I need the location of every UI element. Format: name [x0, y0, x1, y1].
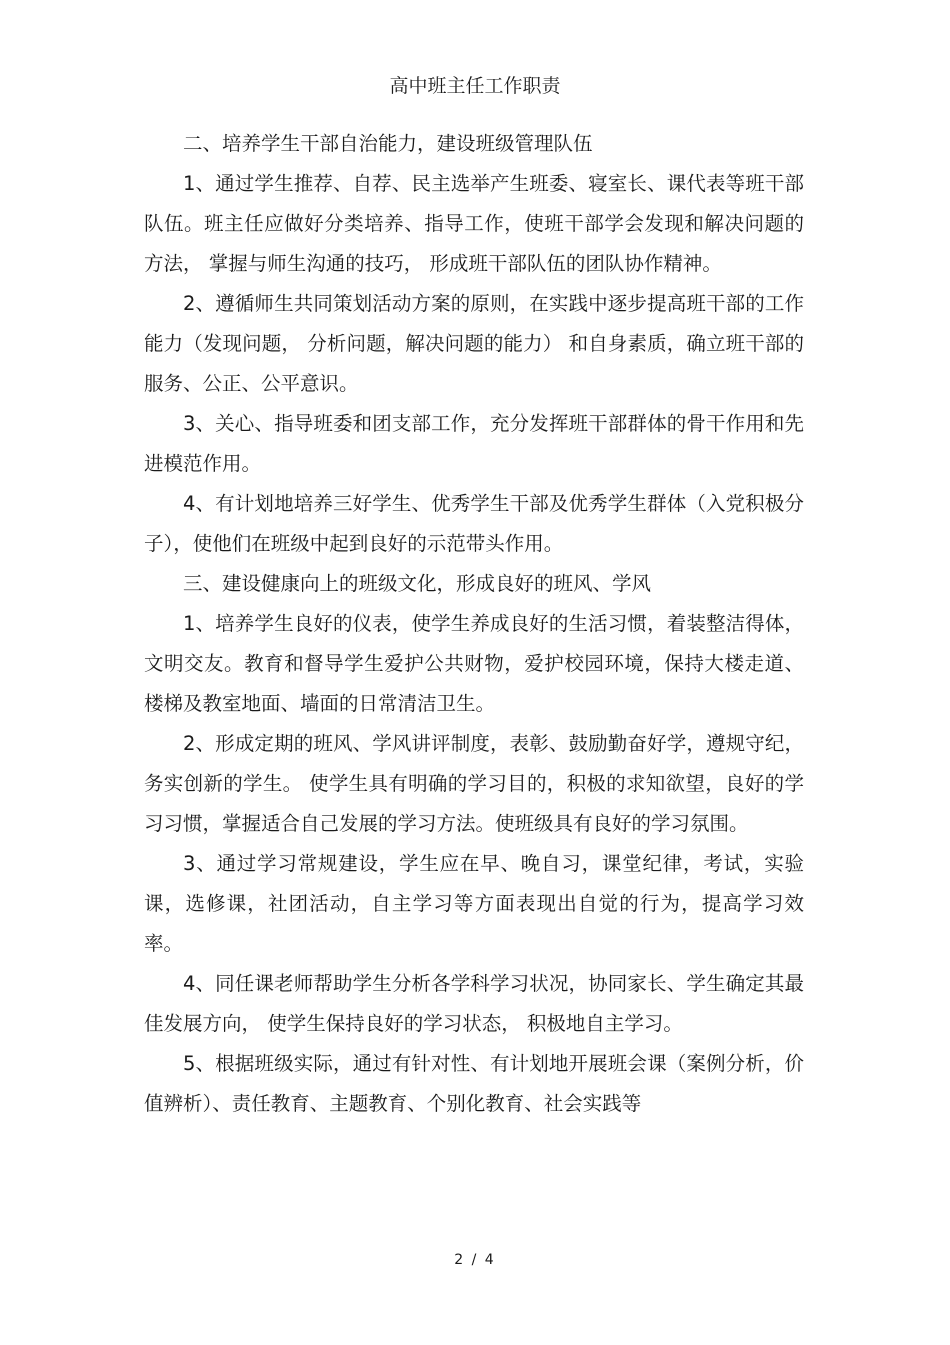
paragraph: 5、根据班级实际，通过有针对性、有计划地开展班会课（案例分析，价值辨析）、责任教育、主题教育、个别化教育、社会实践等: [144, 1052, 804, 1115]
page-number: 2 / 4: [454, 1252, 496, 1268]
section-heading-3: 三、建设健康向上的班级文化，形成良好的班风、学风: [183, 572, 652, 595]
paragraph: 3、关心、指导班委和团支部工作，充分发挥班干部群体的骨干作用和先进模范作用。: [144, 412, 804, 475]
document-title: 高中班主任工作职责: [389, 75, 561, 97]
document-body: [144, 124, 804, 1124]
paragraph: 4、有计划地培养三好学生、优秀学生干部及优秀学生群体（入党积极分子），使他们在班级中起到良好的示范带头作用。: [144, 492, 804, 555]
section-heading-2: 二、培养学生干部自治能力，建设班级管理队伍: [183, 132, 593, 155]
paragraph: 2、形成定期的班风、学风讲评制度，表彰、鼓励勤奋好学，遵规守纪，务实创新的学生。 使学生具有明确的学习目的，积极的求知欲望，良好的学习习惯，掌握适合自己发展的学习方法。使班级具有良好的学习氛围。: [144, 732, 804, 835]
paragraph: 3、通过学习常规建设，学生应在早、晚自习，课堂纪律，考试，实验课，选修课，社团活动，自主学习等方面表现出自觉的行为，提高学习效率。: [144, 852, 804, 955]
paragraph: 2、遵循师生共同策划活动方案的原则，在实践中逐步提高班干部的工作能力（发现问题， 分析问题，解决问题的能力） 和自身素质，确立班干部的服务、公正、公平意识。: [144, 292, 804, 395]
paragraph: 1、通过学生推荐、自荐、民主选举产生班委、寝室长、课代表等班干部队伍。班主任应做好分类培养、指导工作，使班干部学会发现和解决问题的方法， 掌握与师生沟通的技巧， 形成班干部队伍的团队协作精神。: [144, 172, 804, 275]
paragraph: 4、同任课老师帮助学生分析各学科学习状况，协同家长、学生确定其最佳发展方向， 使学生保持良好的学习状态， 积极地自主学习。: [144, 972, 804, 1035]
paragraph: 1、培养学生良好的仪表，使学生养成良好的生活习惯，着装整洁得体，文明交友。教育和督导学生爱护公共财物，爱护校园环境，保持大楼走道、楼梯及教室地面、墙面的日常清洁卫生。: [144, 612, 804, 715]
